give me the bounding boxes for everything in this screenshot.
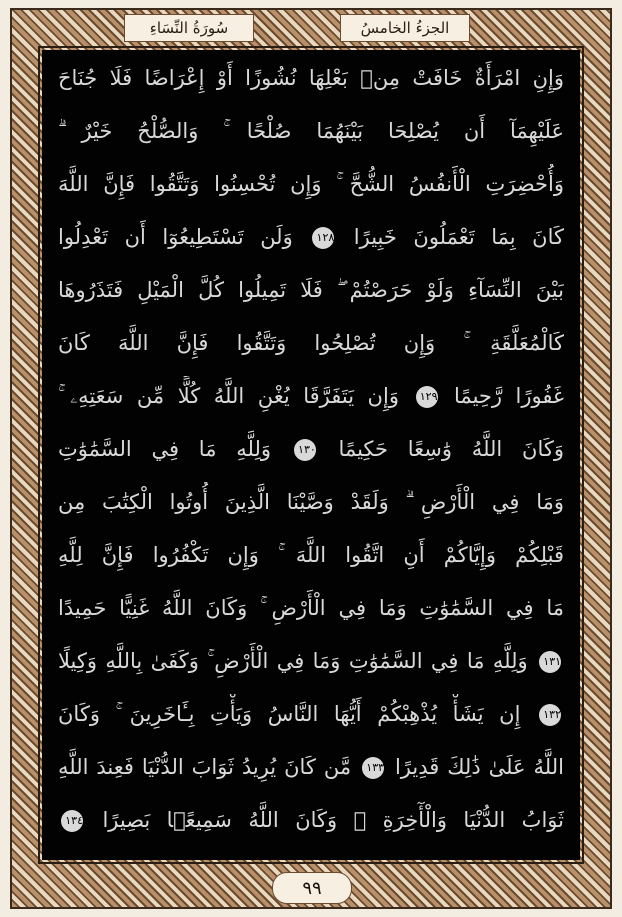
text-line: كَالْمُعَلَّقَةِ ۚ وَإِن تُصْلِحُوا وَتَتَّقُوا فَإِنَّ اللَّهَ كَانَ — [58, 331, 564, 355]
text-line: عَلَيْهِمَآ أَن يُصْلِحَا بَيْنَهُمَا صُلْحًا ۚ وَالصُّلْحُ خَيْرٌ ۗ — [58, 119, 564, 143]
text-line: وَمَا فِي الْأَرْضِ ۗ وَلَقَدْ وَصَّيْنَا الَّذِينَ أُوتُوا الْكِتَٰبَ مِن — [58, 490, 564, 514]
text-line: وَإِنِ امْرَأَةٌ خَافَتْ مِنۢ بَعْلِهَا نُشُوزًا أَوْ إِعْرَاضًا فَلَا جُنَاحَ — [58, 66, 564, 90]
ayah-number-marker: ١٣٣ — [362, 757, 384, 779]
text-line: ١٣١ وَلِلَّهِ مَا فِي السَّمَٰوَٰتِ وَمَا فِي الْأَرْضِ ۚ وَكَفَىٰ بِاللَّهِ وَكِيلًا — [58, 649, 562, 673]
ayah-number-marker: ١٣٢ — [539, 704, 561, 726]
text-line: ثَوَابُ الدُّنْيَا وَالْأٓخِرَةِ ۚ وَكَانَ اللَّهُ سَمِيعًۢا بَصِيرًا ١٣٤ — [58, 800, 564, 840]
text-line: بَيْنَ النِّسَآءِ وَلَوْ حَرَصْتُمْ ۖ فَلَا تَمِيلُوا كُلَّ الْمَيْلِ فَتَذَرُوهَا — [58, 278, 564, 302]
juz-label: الجزءُ الخامسُ — [340, 14, 470, 42]
text-line: غَفُورًا رَّحِيمًا ١٢٩ وَإِن يَتَفَرَّقَا يُغْنِ اللَّهُ كُلًّا مِّن سَعَتِهِۦ ۚ — [58, 384, 564, 408]
text-line: وَكَانَ اللَّهُ وَٰسِعًا حَكِيمًا ١٣٠ وَلِلَّهِ مَا فِي السَّمَٰوَٰتِ — [58, 437, 564, 461]
ayah-number-marker: ١٣٤ — [61, 810, 83, 832]
quran-text-panel — [42, 50, 580, 860]
ayah-number-marker: ١٢٨ — [312, 227, 334, 249]
page-number: ٩٩ — [272, 872, 352, 904]
ayah-number-marker: ١٢٩ — [416, 386, 438, 408]
text-line: ١٣٢ إِن يَشَأْ يُذْهِبْكُمْ أَيُّهَا النَّاسُ وَيَأْتِ بِـَٔاخَرِينَ ۚ وَكَانَ — [58, 702, 561, 726]
page-header — [24, 8, 598, 40]
ayah-number-marker: ١٣١ — [539, 651, 561, 673]
text-line: كَانَ بِمَا تَعْمَلُونَ خَبِيرًا ١٢٨ وَلَن تَسْتَطِيعُوٓا أَن تَعْدِلُوا — [58, 225, 564, 249]
surah-name-label: سُورَةُ النِّسَاءِ — [124, 14, 254, 42]
ayah-number-marker: ١٣٠ — [294, 439, 316, 461]
text-line: قَبْلِكُمْ وَإِيَّاكُمْ أَنِ اتَّقُوا اللَّهَ ۚ وَإِن تَكْفُرُوا فَإِنَّ لِلَّهِ — [58, 543, 564, 567]
text-line: وَأُحْضِرَتِ الْأَنفُسُ الشُّحَّ ۚ وَإِن تُحْسِنُوا وَتَتَّقُوا فَإِنَّ اللَّهَ — [58, 172, 564, 196]
text-line: مَا فِي السَّمَٰوَٰتِ وَمَا فِي الْأَرْضِ ۚ وَكَانَ اللَّهُ غَنِيًّا حَمِيدًا — [58, 596, 564, 620]
text-line: اللَّهُ عَلَىٰ ذَٰلِكَ قَدِيرًا ١٣٣ مَّن كَانَ يُرِيدُ ثَوَابَ الدُّنْيَا فَعِندَ اللَّهِ — [58, 755, 564, 779]
